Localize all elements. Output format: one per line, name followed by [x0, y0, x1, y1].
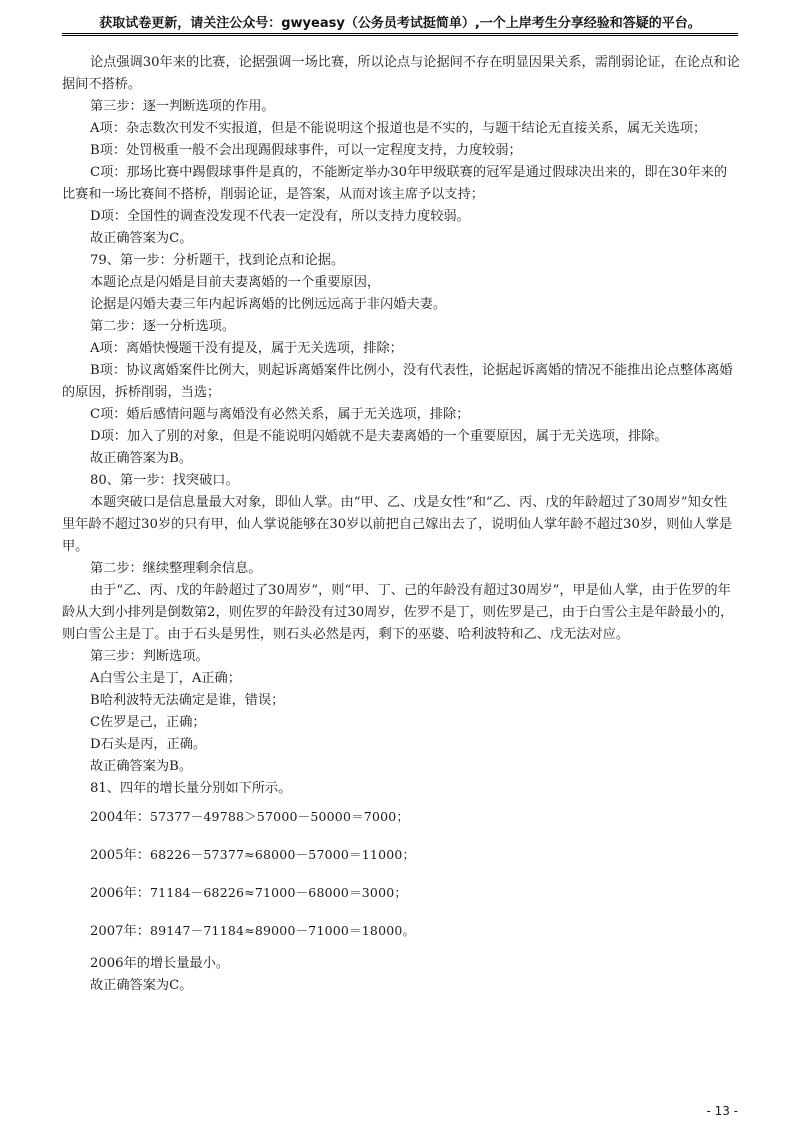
paragraph: B哈利波特无法确定是谁，错误； — [90, 693, 285, 708]
paragraph: 论据是闪婚夫妻三年内起诉离婚的比例远远高于非闪婚夫妻。 — [90, 297, 447, 312]
paragraph: 81、四年的增长量分别如下所示。 — [90, 781, 292, 796]
page-number: - 13 - — [706, 1104, 738, 1118]
paragraph: A项：杂志数次刊发不实报道，但是不能说明这个报道也是不实的，与题干结论无直接关系，属无关选项； — [90, 121, 707, 136]
paragraph: 本题论点是闪婚是目前夫妻离婚的一个重要原因， — [90, 275, 381, 290]
paragraph: 80、第一步：找突破口。 — [90, 473, 239, 488]
paragraph: C项：婚后感情问题与离婚没有必然关系，属于无关选项，排除； — [90, 407, 470, 422]
paragraph: 第二步：逐一分析选项。 — [90, 319, 236, 334]
paragraph: D石头是丙，正确。 — [90, 737, 207, 752]
document-body — [62, 52, 740, 997]
paragraph: 79、第一步：分析题干，找到论点和论据。 — [90, 253, 345, 268]
formula-expression: 68226－57377≈68000－57000＝11000； — [149, 847, 416, 862]
paragraph: 第三步：逐一判断选项的作用。 — [90, 99, 275, 114]
paragraph: 由于“乙、丙、戊的年龄超过了30周岁”，则“甲、丁、己的年龄没有超过30周岁”，甲是仙人掌，由于佐罗的年龄从大到小排列是倒数第2，则佐罗的年龄没有过30周岁，佐罗不是丁，则佐罗是己，由于白雪公主是年龄最小的，则白雪公主是丁。由于石头是男性，则石头必然是丙，剩下的巫婆、哈利波特和乙、戊无法对应。 — [62, 583, 734, 642]
paragraph: D项：全国性的调查没发现不代表一定没有，所以支持力度较弱。 — [90, 209, 470, 224]
formula-year: 2007年： — [90, 924, 150, 939]
paragraph: 第三步：判断选项。 — [90, 649, 209, 664]
formula-2006 — [90, 882, 740, 905]
formula-year: 2006年： — [90, 886, 150, 901]
formula-2007 — [90, 920, 740, 943]
paragraph: 故正确答案为B。 — [90, 759, 193, 774]
formula-2004 — [90, 806, 740, 829]
formula-expression: 71184－68226≈71000－68000＝3000； — [149, 885, 408, 900]
paragraph: 故正确答案为C。 — [90, 231, 193, 246]
formula-2005 — [90, 844, 740, 867]
formula-expression: 57377－49788＞57000－50000＝7000； — [149, 809, 410, 824]
paragraph: B项：处罚极重一般不会出现踢假球事件，可以一定程度支持，力度较弱； — [90, 143, 522, 158]
paragraph: D项：加入了别的对象，但是不能说明闪婚就不是夫妻离婚的一个重要原因，属于无关选项，排除。 — [90, 429, 668, 444]
paragraph: 2006年的增长量最小。 — [90, 956, 230, 971]
paragraph: 故正确答案为B。 — [90, 451, 193, 466]
formula-year: 2004年： — [90, 810, 150, 825]
paragraph: 故正确答案为C。 — [90, 978, 193, 993]
page-header: 获取试卷更新，请关注公众号：gwyeasy（公务员考试挺简单）,一个上岸考生分享经验和答疑的平台。 — [99, 16, 701, 31]
paragraph: A白雪公主是丁，A正确； — [90, 671, 241, 686]
paragraph: 论点强调30年来的比赛，论据强调一场比赛，所以论点与论据间不存在明显因果关系，需削弱论证，在论点和论据间不搭桥。 — [62, 55, 740, 92]
paragraph: A项：离婚快慢题干没有提及，属于无关选项，排除； — [90, 341, 403, 356]
paragraph: 本题突破口是信息量最大对象，即仙人掌。由“甲、乙、戊是女性”和“乙、丙、戊的年龄超过了30周岁”知女性里年龄不超过30岁的只有甲，仙人掌说能够在30岁以前把自己嫁出去了，说明仙人掌年龄不超过30岁，则仙人掌是甲。 — [62, 495, 733, 554]
paragraph: C佐罗是己，正确； — [90, 715, 206, 730]
paragraph: B项：协议离婚案件比例大，则起诉离婚案件比例小，没有代表性，论据起诉离婚的情况不能推出论点整体离婚的原因，拆桥削弱，当选； — [62, 363, 733, 400]
paragraph: 第二步：继续整理剩余信息。 — [90, 561, 262, 576]
formula-year: 2005年： — [90, 848, 150, 863]
header-divider — [62, 33, 738, 36]
paragraph: C项：那场比赛中踢假球事件是真的，不能断定举办30年甲级联赛的冠军是通过假球决出来的，即在30年来的比赛和一场比赛间不搭桥，削弱论证，是答案，从而对该主席予以支持； — [62, 165, 728, 202]
formula-expression: 89147－71184≈89000－71000＝18000。 — [149, 923, 416, 938]
